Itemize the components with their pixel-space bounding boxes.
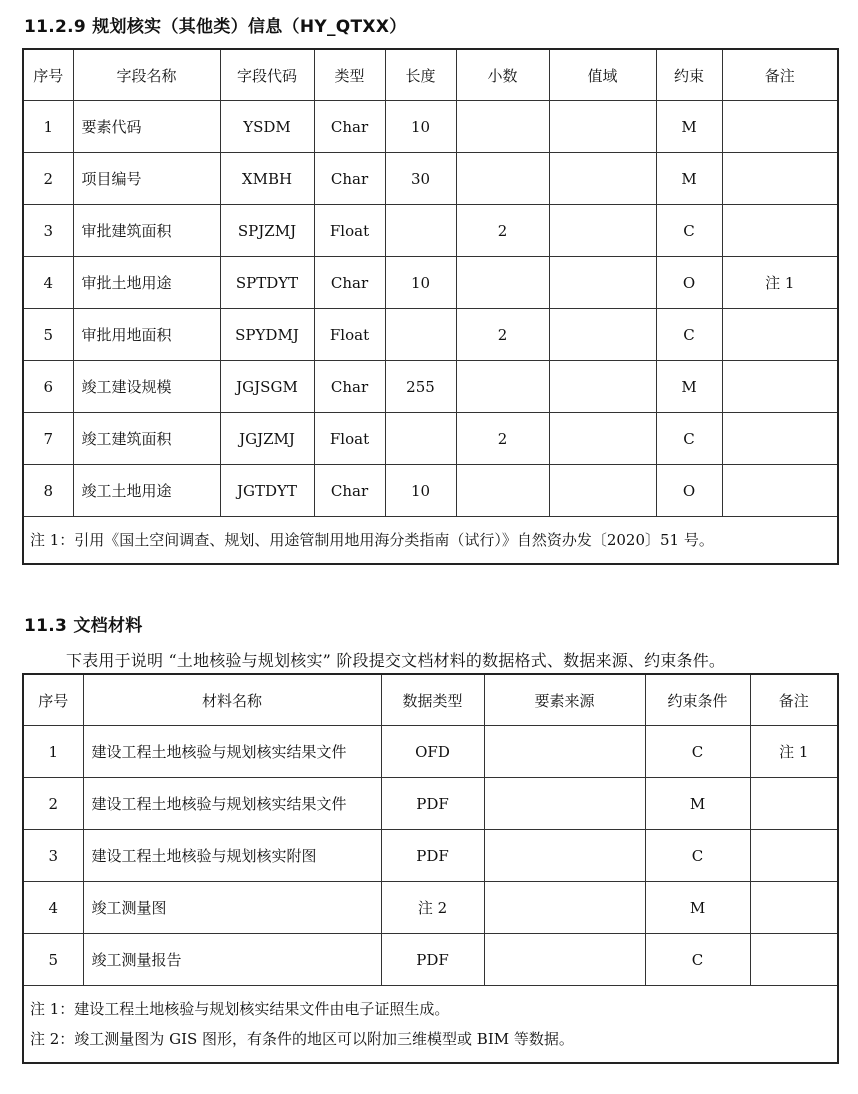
t1-cell-field-code: SPJZMJ [220, 205, 314, 257]
t2-cell-data-type: 注 2 [381, 882, 484, 934]
t2-cell-constraint: C [645, 726, 750, 778]
t1-cell-decimals [456, 465, 549, 517]
table-row [23, 934, 838, 986]
t1-cell-constraint: O [656, 257, 722, 309]
t2-cell-source [484, 778, 645, 830]
t1-cell-decimals: 2 [456, 309, 549, 361]
t1-cell-domain [549, 361, 656, 413]
t1-header-index: 序号 [23, 49, 73, 101]
t1-cell-field-code: JGJZMJ [220, 413, 314, 465]
t2-header-material-name: 材料名称 [83, 674, 381, 726]
t1-cell-length [385, 309, 456, 361]
t2-cell-material-name: 竣工测量报告 [83, 934, 381, 986]
t1-cell-decimals [456, 361, 549, 413]
t1-cell-constraint: C [656, 309, 722, 361]
t2-cell-source [484, 934, 645, 986]
t2-cell-index: 4 [23, 882, 83, 934]
t1-cell-type: Char [314, 153, 385, 205]
t2-cell-constraint: M [645, 778, 750, 830]
t1-cell-index: 4 [23, 257, 73, 309]
table-row [23, 361, 838, 413]
t1-cell-length [385, 205, 456, 257]
table-row [23, 153, 838, 205]
t1-cell-index: 5 [23, 309, 73, 361]
t1-cell-length: 10 [385, 465, 456, 517]
planning-verification-table [22, 48, 839, 565]
t2-cell-remark: 注 1 [750, 726, 838, 778]
t1-cell-domain [549, 153, 656, 205]
t1-cell-index: 7 [23, 413, 73, 465]
table-row [23, 465, 838, 517]
t1-cell-constraint: O [656, 465, 722, 517]
t1-cell-length [385, 413, 456, 465]
table-row [23, 413, 838, 465]
table-notes [23, 986, 838, 1064]
t1-cell-decimals [456, 257, 549, 309]
t2-cell-constraint: M [645, 882, 750, 934]
t1-cell-remark: 注 1 [722, 257, 838, 309]
t1-notes-row [23, 517, 838, 565]
t1-cell-constraint: M [656, 361, 722, 413]
t1-cell-field-name: 竣工建筑面积 [73, 413, 220, 465]
t2-cell-constraint: C [645, 830, 750, 882]
t2-header-source: 要素来源 [484, 674, 645, 726]
t2-cell-data-type: OFD [381, 726, 484, 778]
t1-cell-type: Char [314, 257, 385, 309]
section-intro: 下表用于说明 “土地核验与规划核实” 阶段提交文档材料的数据格式、数据来源、约束条件。 [66, 651, 726, 670]
t1-cell-remark [722, 309, 838, 361]
t2-cell-remark [750, 778, 838, 830]
section-title-documents: 11.3 文档材料 [24, 616, 143, 636]
note-line: 注 1：建设工程土地核验与规划核实结果文件由电子证照生成。 [30, 1000, 450, 1018]
t2-notes-row [23, 986, 838, 1064]
t1-cell-constraint: C [656, 413, 722, 465]
t1-cell-type: Float [314, 413, 385, 465]
t1-cell-index: 2 [23, 153, 73, 205]
t1-header-length: 长度 [385, 49, 456, 101]
t2-cell-source [484, 882, 645, 934]
t1-cell-type: Float [314, 309, 385, 361]
t1-cell-index: 6 [23, 361, 73, 413]
t1-cell-remark [722, 413, 838, 465]
t1-cell-field-name: 审批土地用途 [73, 257, 220, 309]
table-row [23, 830, 838, 882]
t2-cell-index: 2 [23, 778, 83, 830]
t2-cell-data-type: PDF [381, 778, 484, 830]
t1-cell-remark [722, 465, 838, 517]
table-row [23, 882, 838, 934]
t1-cell-remark [722, 101, 838, 153]
t1-cell-type: Float [314, 205, 385, 257]
note-line: 注 1：引用《国土空间调查、规划、用途管制用地用海分类指南（试行）》自然资办发〔2020〕51 号。 [30, 531, 714, 549]
t2-cell-remark [750, 830, 838, 882]
table-row [23, 101, 838, 153]
t2-header-index: 序号 [23, 674, 83, 726]
t1-cell-field-code: JGTDYT [220, 465, 314, 517]
t1-header-constraint: 约束 [656, 49, 722, 101]
t2-cell-data-type: PDF [381, 830, 484, 882]
t1-header-field-code: 字段代码 [220, 49, 314, 101]
table-row [23, 726, 838, 778]
t1-cell-type: Char [314, 361, 385, 413]
t1-header-domain: 值域 [549, 49, 656, 101]
t1-cell-field-code: JGJSGM [220, 361, 314, 413]
t1-header-remark: 备注 [722, 49, 838, 101]
t2-cell-material-name: 建设工程土地核验与规划核实结果文件 [83, 726, 381, 778]
t1-cell-domain [549, 309, 656, 361]
t1-cell-field-name: 审批用地面积 [73, 309, 220, 361]
t1-cell-domain [549, 205, 656, 257]
t1-cell-decimals [456, 101, 549, 153]
t1-cell-decimals: 2 [456, 413, 549, 465]
t1-cell-length: 255 [385, 361, 456, 413]
t1-cell-length: 10 [385, 257, 456, 309]
t1-header-type: 类型 [314, 49, 385, 101]
t1-cell-length: 10 [385, 101, 456, 153]
table-row [23, 309, 838, 361]
t1-cell-index: 8 [23, 465, 73, 517]
t1-cell-remark [722, 153, 838, 205]
t2-cell-data-type: PDF [381, 934, 484, 986]
t1-cell-domain [549, 413, 656, 465]
t1-cell-field-code: YSDM [220, 101, 314, 153]
t2-header-constraint: 约束条件 [645, 674, 750, 726]
t1-cell-decimals: 2 [456, 205, 549, 257]
t1-cell-domain [549, 465, 656, 517]
t1-header-field-name: 字段名称 [73, 49, 220, 101]
t1-cell-field-code: SPYDMJ [220, 309, 314, 361]
t1-cell-index: 1 [23, 101, 73, 153]
t2-cell-source [484, 830, 645, 882]
t1-header-decimals: 小数 [456, 49, 549, 101]
t1-cell-domain [549, 101, 656, 153]
t1-cell-field-code: XMBH [220, 153, 314, 205]
t2-cell-remark [750, 934, 838, 986]
t2-cell-material-name: 建设工程土地核验与规划核实附图 [83, 830, 381, 882]
t2-cell-material-name: 建设工程土地核验与规划核实结果文件 [83, 778, 381, 830]
t2-cell-source [484, 726, 645, 778]
t1-cell-remark [722, 361, 838, 413]
t2-header-data-type: 数据类型 [381, 674, 484, 726]
t1-cell-field-name: 审批建筑面积 [73, 205, 220, 257]
t2-cell-index: 1 [23, 726, 83, 778]
t1-cell-type: Char [314, 465, 385, 517]
t2-cell-index: 3 [23, 830, 83, 882]
t1-cell-field-name: 竣工建设规模 [73, 361, 220, 413]
t2-cell-material-name: 竣工测量图 [83, 882, 381, 934]
t2-header-row [23, 674, 838, 726]
t1-cell-field-name: 项目编号 [73, 153, 220, 205]
t1-header-row [23, 49, 838, 101]
t1-cell-remark [722, 205, 838, 257]
t1-cell-field-name: 要素代码 [73, 101, 220, 153]
t2-header-remark: 备注 [750, 674, 838, 726]
t1-cell-index: 3 [23, 205, 73, 257]
t1-cell-domain [549, 257, 656, 309]
t1-cell-field-code: SPTDYT [220, 257, 314, 309]
t1-cell-constraint: M [656, 153, 722, 205]
table-row [23, 205, 838, 257]
table-row [23, 778, 838, 830]
t1-cell-length: 30 [385, 153, 456, 205]
note-line: 注 2：竣工测量图为 GIS 图形，有条件的地区可以附加三维模型或 BIM 等数据。 [30, 1030, 574, 1048]
t1-cell-decimals [456, 153, 549, 205]
document-materials-table [22, 673, 839, 1064]
t1-cell-type: Char [314, 101, 385, 153]
table-notes [23, 517, 838, 565]
t2-cell-constraint: C [645, 934, 750, 986]
table-row [23, 257, 838, 309]
t1-cell-field-name: 竣工土地用途 [73, 465, 220, 517]
t2-cell-remark [750, 882, 838, 934]
section-title-planning-verification: 11.2.9 规划核实（其他类）信息（HY_QTXX） [24, 17, 407, 37]
t1-cell-constraint: M [656, 101, 722, 153]
t1-cell-constraint: C [656, 205, 722, 257]
t2-cell-index: 5 [23, 934, 83, 986]
